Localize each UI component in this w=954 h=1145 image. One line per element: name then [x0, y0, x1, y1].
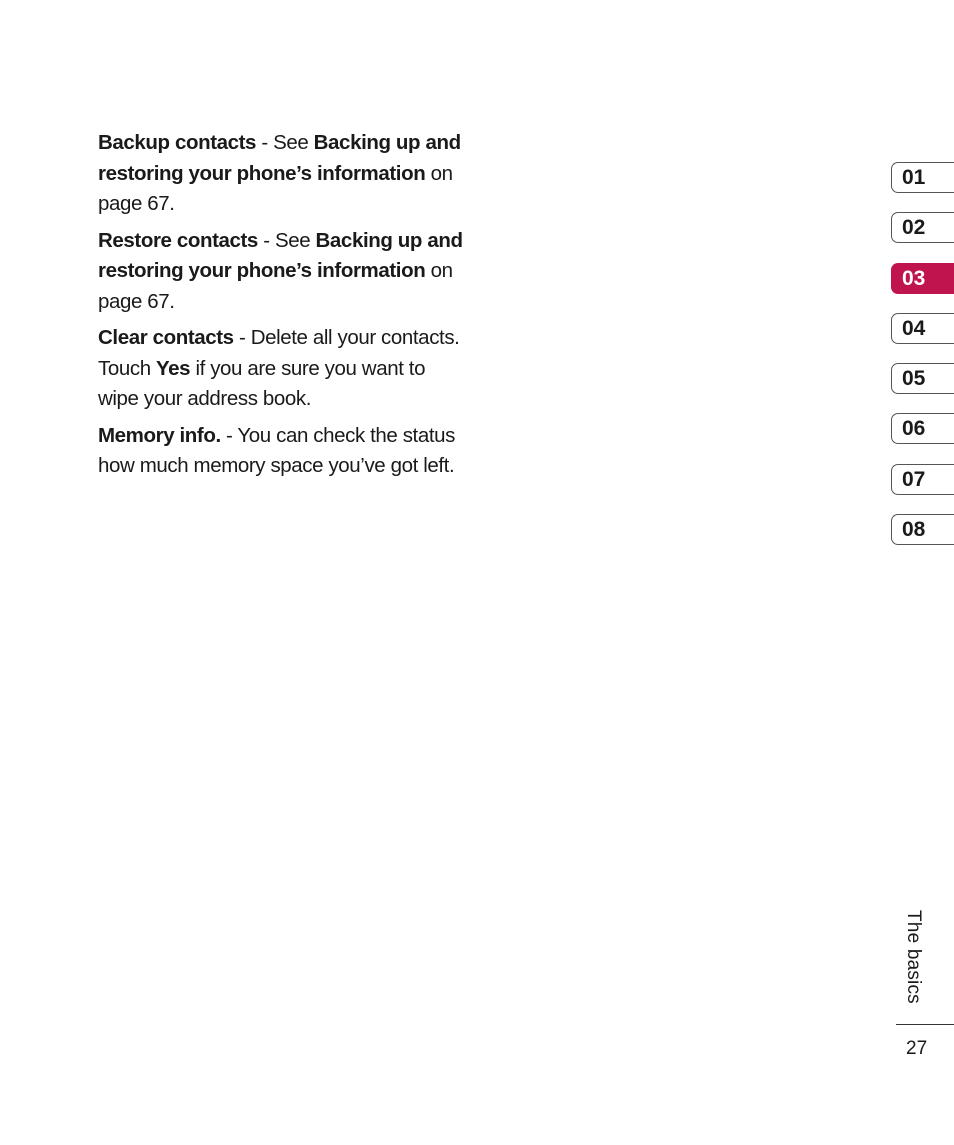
entry-term: Clear contacts: [98, 326, 234, 349]
entry-reference: Backing up and restoring your phone’s information: [98, 228, 463, 282]
entry-text: on page 67.: [98, 161, 453, 215]
entry-restore-contacts: [98, 226, 468, 318]
chapter-tab-05[interactable]: 05: [891, 363, 954, 394]
section-label: The basics: [903, 910, 924, 1004]
entry-text: - You can check the status how much memory space you’ve got left.: [98, 423, 455, 477]
page-number: 27: [906, 1038, 928, 1059]
chapter-tab-08[interactable]: 08: [891, 514, 954, 545]
entry-term: Memory info.: [98, 423, 221, 447]
entry-keyword: Yes: [156, 356, 191, 380]
chapter-tab-07[interactable]: 07: [891, 464, 954, 495]
entry-clear-contacts: [98, 323, 468, 415]
entry-text: on page 67.: [98, 259, 453, 313]
entry-backup-contacts: [98, 128, 468, 220]
chapter-tab-03[interactable]: 03: [891, 263, 954, 294]
chapter-tabs: [891, 162, 954, 564]
page-body: [98, 128, 468, 488]
entry-text: - Delete all your contacts. Touch: [98, 326, 460, 380]
chapter-tab-04[interactable]: 04: [891, 313, 954, 344]
entry-memory-info: [98, 421, 468, 482]
chapter-tab-06[interactable]: 06: [891, 413, 954, 444]
chapter-tab-02[interactable]: 02: [891, 212, 954, 243]
entry-reference: Backing up and restoring your phone’s information: [98, 131, 461, 185]
entry-text: - See: [257, 228, 316, 252]
chapter-tab-01[interactable]: 01: [891, 162, 954, 193]
entry-term: Restore contacts: [98, 228, 258, 252]
footer-divider: [896, 1024, 954, 1025]
entry-text: - See: [256, 131, 314, 154]
entry-term: Backup contacts: [98, 131, 257, 154]
entry-text: if you are sure you want to wipe your address book.: [98, 356, 426, 410]
